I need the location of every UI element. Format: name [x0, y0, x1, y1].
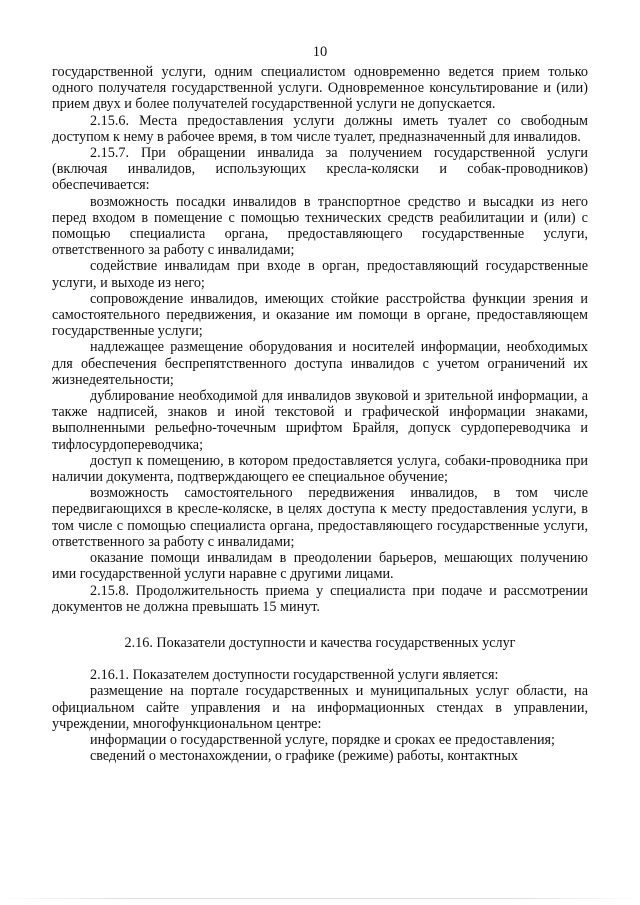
section-heading: 2.16. Показатели доступности и качества государственных услуг [124, 634, 516, 651]
list-item: возможность самостоятельного передвижения инвалидов, в том числе передвигающихся в кресле-коляске, в целях доступа к месту предоставления услуги, в том числе с помощью специалиста органа, предоставляющего государственные услуги, ответственного за работу с инвалидами; [52, 485, 588, 550]
list-item: размещение на портале государственных и муниципальных услуг области, на официальном сайте управления и на информационных стендах в управлении, учреждении, многофункциональном центре: [52, 683, 588, 732]
list-item: оказание помощи инвалидам в преодолении барьеров, мешающих получению ими государственной услуги наравне с другими лицами. [52, 550, 588, 583]
list-item: сопровождение инвалидов, имеющих стойкие расстройства функции зрения и самостоятельного передвижения, и оказание им помощи в органе, предоставляющем государственные услуги; [52, 290, 588, 340]
list-item: содействие инвалидам при входе в орган, предоставляющий государственные услуги, и выходе из него; [52, 258, 588, 291]
list-item: дублирование необходимой для инвалидов звуковой и зрительной информации, а также надписей, знаков и иной текстовой и графической информации знаками, выполненными рельефно-точечным шрифтом Брайля, допуск сурдопереводчика и тифлосурдопереводчика; [52, 388, 588, 453]
paragraph-2-15-7: 2.15.7. При обращении инвалида за получением государственной услуги (включая инвалидов, использующих кресла-коляски и собак-проводников) обеспечивается: [52, 145, 588, 194]
paragraph: государственной услуги, одним специалистом одновременно ведется прием только одного получателя государственной услуги. Одновременное консультирование и (или) прием двух и более получателей государственной услуги не допускается. [52, 64, 588, 113]
paragraph-2-15-8: 2.15.8. Продолжительность приема у специалиста при подаче и рассмотрении документов не должна превышать 15 минут. [52, 582, 588, 615]
page-number: 10 [312, 44, 328, 60]
document-body [52, 64, 588, 764]
list-item: надлежащее размещение оборудования и носителей информации, необходимых для обеспечения беспрепятственного доступа инвалидов с учетом ограничений их жизнедеятельности; [52, 339, 588, 388]
paragraph-2-16-1: 2.16.1. Показателем доступности государственной услуги является: [90, 667, 499, 684]
list-item: информации о государственной услуге, порядке и сроках ее предоставления; [90, 731, 555, 748]
list-item: доступ к помещению, в котором предоставляется услуга, собаки-проводника при наличии документа, подтверждающего ее специальное обучение; [52, 452, 588, 486]
scan-edge [0, 898, 640, 899]
paragraph-2-15-6: 2.15.6. Места предоставления услуги должны иметь туалет со свободным доступом к нему в рабочее время, в том числе туалет, предназначенный для инвалидов. [52, 112, 588, 145]
list-item: сведений о местонахождении, о графике (режиме) работы, контактных [90, 748, 518, 765]
list-item: возможность посадки инвалидов в транспортное средство и высадки из него перед входом в помещение с помощью технических средств реабилитации и (или) с помощью специалиста органа, предоставляющего государственные услуги, ответственного за работу с инвалидами; [52, 193, 588, 259]
